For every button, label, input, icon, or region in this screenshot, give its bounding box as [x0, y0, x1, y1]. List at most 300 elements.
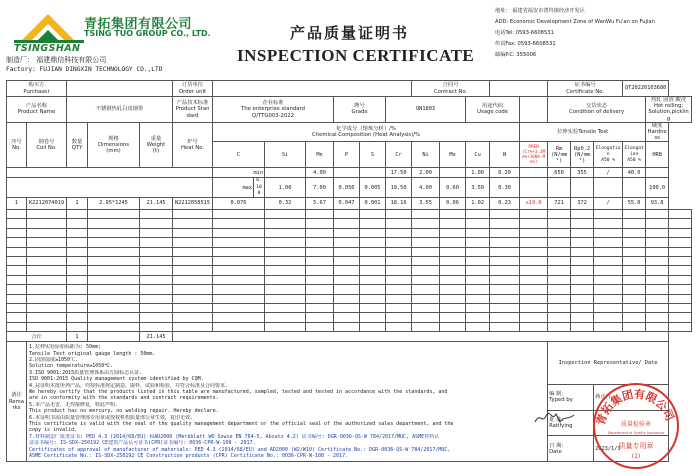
empty-cell — [646, 322, 669, 331]
elong1-label: Elongation A50 % — [594, 142, 623, 168]
empty-cell — [571, 210, 594, 219]
empty-cell — [623, 285, 646, 294]
empty-cell — [466, 294, 490, 303]
empty-cell — [520, 275, 548, 284]
dims-label: 规格 Dimensions (mm) — [88, 122, 140, 168]
empty-table-row — [7, 228, 692, 237]
empty-cell — [440, 228, 466, 237]
min-el2: 40.0 — [623, 168, 646, 178]
contract-value — [490, 81, 548, 97]
empty-cell — [594, 322, 623, 331]
empty-cell — [548, 294, 571, 303]
empty-cell — [334, 210, 360, 219]
max-hrb: 100.0 — [646, 178, 669, 198]
empty-cell — [623, 228, 646, 237]
empty-cell — [386, 294, 412, 303]
empty-cell — [27, 313, 67, 322]
empty-cell — [213, 303, 265, 312]
empty-cell — [571, 266, 594, 275]
empty-cell — [646, 228, 669, 237]
empty-cell — [412, 247, 440, 256]
empty-cell — [571, 247, 594, 256]
empty-cell — [67, 238, 88, 247]
empty-cell — [594, 247, 623, 256]
empty-cell — [520, 228, 548, 237]
empty-cell — [412, 322, 440, 331]
empty-cell — [7, 219, 27, 228]
empty-table-row — [7, 322, 692, 331]
empty-cell — [88, 238, 140, 247]
remark-line: Solution temperature≥1050℃. — [29, 363, 113, 370]
row-s: 0.001 — [360, 198, 386, 210]
empty-cell — [623, 238, 646, 247]
date-label: 日 期: Date — [548, 436, 594, 462]
row-coil: K2212074019 — [27, 198, 67, 210]
remark-line: 5.本产品无害，无焊接修复，特此声明. — [29, 401, 119, 408]
empty-cell — [334, 294, 360, 303]
row-el1: / — [594, 198, 623, 210]
empty-cell — [306, 238, 334, 247]
empty-cell — [213, 285, 265, 294]
empty-table-row — [7, 275, 692, 284]
empty-cell — [520, 313, 548, 322]
empty-cell — [27, 303, 67, 312]
empty-cell — [173, 313, 213, 322]
empty-cell — [594, 228, 623, 237]
hrb-label: HRB — [646, 142, 669, 168]
empty-cell — [669, 285, 692, 294]
row-mo: 0.06 — [440, 198, 466, 210]
remark-line: ASME Certificate No.: IS-SDX-250192 CE Construction products (CPR) Certificate No.: 0036-CPR-W-108 - 2017. — [29, 453, 349, 460]
empty-cell — [27, 247, 67, 256]
empty-cell — [466, 266, 490, 275]
empty-cell — [360, 210, 386, 219]
empty-cell — [548, 275, 571, 284]
empty-cell — [440, 322, 466, 331]
empty-cell — [386, 247, 412, 256]
empty-cell — [466, 238, 490, 247]
empty-cell — [88, 285, 140, 294]
row-ni: 3.55 — [412, 198, 440, 210]
empty-table-row — [7, 303, 692, 312]
empty-cell — [520, 285, 548, 294]
empty-cell — [265, 322, 306, 331]
empty-cell — [27, 228, 67, 237]
empty-cell — [88, 247, 140, 256]
empty-table-row — [7, 256, 692, 265]
empty-cell — [669, 219, 692, 228]
empty-cell — [646, 294, 669, 303]
empty-cell — [669, 303, 692, 312]
empty-cell — [360, 219, 386, 228]
heat-label: 炉号 Heat No. — [173, 122, 213, 168]
max-mn: 7.00 — [306, 178, 334, 198]
empty-cell — [466, 285, 490, 294]
empty-cell — [669, 294, 692, 303]
stamp-bottom-cn: 质量专用章 — [618, 442, 654, 450]
postcode: 邮编P.C: 355006 — [495, 52, 537, 58]
empty-cell — [306, 275, 334, 284]
empty-cell — [140, 256, 173, 265]
empty-cell — [88, 275, 140, 284]
order-unit-label: 订货单位 Order unit — [173, 81, 213, 97]
contact-block — [495, 6, 695, 61]
row-hrb: 93.8 — [646, 198, 669, 210]
empty-cell — [594, 303, 623, 312]
product-name-value: 不锈钢热轧白皮钢带 — [67, 97, 173, 123]
empty-cell — [520, 294, 548, 303]
row-weight: 21.145 — [140, 198, 173, 210]
empty-cell — [265, 210, 306, 219]
max-cu: 3.50 — [466, 178, 490, 198]
empty-cell — [306, 285, 334, 294]
empty-table-row — [7, 266, 692, 275]
empty-table-row — [7, 219, 692, 228]
empty-cell — [386, 228, 412, 237]
empty-cell — [669, 247, 692, 256]
empty-cell — [88, 322, 140, 331]
empty-cell — [67, 275, 88, 284]
purchaser-label: 购买方 Purchaser — [7, 81, 67, 97]
empty-cell — [173, 247, 213, 256]
empty-cell — [213, 256, 265, 265]
empty-table-row — [7, 313, 692, 322]
empty-cell — [306, 247, 334, 256]
empty-cell — [265, 228, 306, 237]
coil-label: 钢卷号 Coil No. — [27, 122, 67, 168]
empty-cell — [440, 219, 466, 228]
empty-cell — [669, 238, 692, 247]
empty-cell — [440, 256, 466, 265]
min-rp: 355 — [571, 168, 594, 178]
elong2-label: Elongation A50 % — [623, 142, 646, 168]
standard-value: 企业标准 The enterprise standard Q/TTG003-2022 — [213, 97, 334, 123]
max-si: 1.00 — [265, 178, 306, 198]
empty-cell — [173, 303, 213, 312]
certificate-header — [0, 0, 695, 78]
empty-cell — [7, 275, 27, 284]
stamp-center-en: Department of Quality Assurance — [607, 431, 665, 435]
empty-cell — [88, 294, 140, 303]
max-n: 0.30 — [490, 178, 520, 198]
min-pren — [520, 168, 548, 178]
empty-cell — [173, 228, 213, 237]
brand-name-cn: 青拓集团有限公司 — [84, 17, 193, 32]
empty-cell — [213, 322, 265, 331]
empty-cell — [27, 285, 67, 294]
element-ni: Ni — [412, 142, 440, 168]
empty-cell — [520, 238, 548, 247]
empty-cell — [623, 210, 646, 219]
empty-cell — [386, 210, 412, 219]
empty-cell — [490, 238, 520, 247]
blank-min — [7, 168, 213, 178]
quality-seal-icon — [590, 380, 682, 472]
remark-line: 7.材料制造厂批准证书: PED 4.3 (2014/68/EU) 和AD2000 (Merkblatt WO Sowie EN 764-5, Absatz 4.2) 证书编号: DGR-0036-QS-W 784/2017/MUC, ASME材料认 — [29, 433, 440, 440]
empty-cell — [386, 256, 412, 265]
min-n: 0.20 — [490, 168, 520, 178]
empty-cell — [490, 210, 520, 219]
max-ni: 4.00 — [412, 178, 440, 198]
empty-cell — [67, 303, 88, 312]
empty-cell — [306, 219, 334, 228]
empty-cell — [265, 238, 306, 247]
remark-line: 证证书编号: IS-SDX-250192 CE建筑产品认可证书(CPR)证书编号: 0036-CPR-W-108 - 2017. — [29, 440, 256, 447]
product-name-label: 产品名称 Product Name — [7, 97, 67, 123]
empty-cell — [27, 219, 67, 228]
empty-cell — [173, 219, 213, 228]
empty-cell — [88, 219, 140, 228]
empty-cell — [173, 275, 213, 284]
empty-cell — [466, 275, 490, 284]
empty-cell — [360, 294, 386, 303]
ratify-label: 批 准: Ratifying — [548, 410, 594, 436]
empty-cell — [306, 210, 334, 219]
stamp-ring-text: 青拓集团有限公司 — [594, 387, 677, 427]
empty-cell — [646, 247, 669, 256]
empty-cell — [594, 219, 623, 228]
empty-cell — [213, 247, 265, 256]
min-p — [334, 168, 360, 178]
empty-cell — [412, 210, 440, 219]
empty-cell — [571, 256, 594, 265]
empty-cell — [466, 313, 490, 322]
empty-cell — [490, 294, 520, 303]
empty-cell — [140, 210, 173, 219]
empty-cell — [490, 219, 520, 228]
max-p: 0.050 — [334, 178, 360, 198]
empty-cell — [594, 294, 623, 303]
hardness-label: 硬度 Hardness — [647, 122, 667, 142]
blank-max — [7, 178, 213, 198]
empty-cell — [520, 266, 548, 275]
empty-cell — [67, 210, 88, 219]
empty-cell — [466, 210, 490, 219]
stamp-bottom-no: (1) — [631, 453, 641, 460]
empty-cell — [27, 294, 67, 303]
empty-cell — [386, 275, 412, 284]
element-cr: Cr — [386, 142, 412, 168]
empty-cell — [646, 266, 669, 275]
max-el1 — [594, 178, 623, 198]
row-rm: 721 — [548, 198, 571, 210]
usage-label: 用途代码 Usage code — [466, 97, 520, 123]
empty-table-row — [7, 247, 692, 256]
row-c: 0.076 — [213, 198, 265, 210]
empty-cell — [548, 238, 571, 247]
empty-cell — [360, 303, 386, 312]
empty-cell — [646, 219, 669, 228]
empty-cell — [520, 303, 548, 312]
empty-cell — [213, 219, 265, 228]
empty-cell — [334, 275, 360, 284]
empty-cell — [140, 303, 173, 312]
remark-line: 1.拉伸实验原始标距为: 50mm; — [29, 344, 102, 351]
row-si: 0.32 — [265, 198, 306, 210]
empty-cell — [412, 228, 440, 237]
empty-cell — [669, 322, 692, 331]
empty-cell — [386, 219, 412, 228]
empty-cell — [265, 285, 306, 294]
empty-cell — [490, 285, 520, 294]
empty-cell — [412, 313, 440, 322]
row-p: 0.047 — [334, 198, 360, 210]
empty-cell — [623, 219, 646, 228]
empty-cell — [334, 228, 360, 237]
empty-cell — [520, 256, 548, 265]
remark-line: ISO 9001:2015 Quality management system identified by CQM. — [29, 376, 204, 383]
empty-cell — [548, 285, 571, 294]
empty-cell — [594, 266, 623, 275]
rp-label: Rp0.2 (N/mm²) — [571, 142, 594, 168]
empty-table-row — [7, 238, 692, 247]
cert-no-label: 证书编号 Certificate No. — [548, 81, 623, 97]
row-heat: N2212058515 — [173, 198, 213, 210]
empty-cell — [334, 256, 360, 265]
max-cr: 19.50 — [386, 178, 412, 198]
empty-cell — [265, 219, 306, 228]
empty-cell — [306, 303, 334, 312]
empty-cell — [386, 313, 412, 322]
row-cu: 1.02 — [466, 198, 490, 210]
empty-cell — [669, 313, 692, 322]
empty-cell — [548, 210, 571, 219]
empty-cell — [173, 210, 213, 219]
empty-cell — [360, 256, 386, 265]
max-pren — [520, 178, 548, 198]
empty-cell — [571, 238, 594, 247]
empty-cell — [466, 228, 490, 237]
empty-cell — [386, 238, 412, 247]
signature-icon — [532, 410, 577, 426]
min-ni: 2.00 — [412, 168, 440, 178]
max-el2 — [623, 178, 646, 198]
empty-cell — [7, 247, 27, 256]
min-hrb — [646, 168, 669, 178]
empty-table-row — [7, 294, 692, 303]
empty-cell — [265, 266, 306, 275]
grade-label: 牌号 Grade — [334, 97, 386, 123]
empty-cell — [173, 256, 213, 265]
empty-cell — [7, 266, 27, 275]
empty-table-row — [7, 210, 692, 219]
empty-cell — [88, 256, 140, 265]
row-cr: 18.16 — [386, 198, 412, 210]
empty-cell — [7, 322, 27, 331]
empty-cell — [140, 294, 173, 303]
remark-line: are in conformity with the standards and contract requirements. — [29, 395, 219, 402]
empty-cell — [466, 303, 490, 312]
empty-cell — [334, 219, 360, 228]
min-mn: 4.00 — [306, 168, 334, 178]
row-qty: 1 — [67, 198, 88, 210]
empty-cell — [360, 228, 386, 237]
empty-cell — [67, 322, 88, 331]
empty-cell — [213, 313, 265, 322]
row-no: 1 — [7, 198, 27, 210]
empty-cell — [594, 256, 623, 265]
element-n: N — [490, 142, 520, 168]
delivery-label: 交货状态 Condition of delivery — [548, 97, 646, 123]
empty-cell — [594, 275, 623, 284]
empty-cell — [140, 228, 173, 237]
empty-cell — [440, 313, 466, 322]
empty-cell — [67, 219, 88, 228]
empty-cell — [669, 256, 692, 265]
empty-cell — [7, 294, 27, 303]
remark-line: copy is invalid. — [29, 427, 78, 434]
empty-cell — [173, 294, 213, 303]
empty-cell — [67, 256, 88, 265]
empty-cell — [490, 303, 520, 312]
table-row — [7, 198, 692, 210]
row-rp: 372 — [571, 198, 594, 210]
remark-line: We hereby certify that the products listed in this table are manufactured, sampled, tested and tested in accordance with the standards, and — [29, 388, 448, 395]
element-c: C — [213, 142, 265, 168]
row-dims: 2.95*1245 — [88, 198, 140, 210]
empty-cell — [548, 228, 571, 237]
empty-cell — [306, 228, 334, 237]
remark-line: 2.固溶温度≥1050℃. — [29, 356, 79, 363]
remark-line: This certificate is valid with the seal of the quality management department or the official seal of the authorized sales department, and the — [29, 420, 454, 427]
empty-cell — [386, 322, 412, 331]
empty-cell — [265, 256, 306, 265]
empty-cell — [213, 238, 265, 247]
empty-cell — [88, 313, 140, 322]
empty-cell — [140, 219, 173, 228]
empty-cell — [440, 210, 466, 219]
empty-cell — [67, 285, 88, 294]
element-s: S — [360, 142, 386, 168]
remarks-text — [27, 342, 548, 462]
seq-label: 序号 No. — [7, 122, 27, 168]
rm-label: Rm (N/mm²) — [548, 142, 571, 168]
empty-cell — [594, 238, 623, 247]
empty-cell — [412, 238, 440, 247]
row-n: 0.23 — [490, 198, 520, 210]
remark-line: This product has no mercury, no welding repair. Hereby declare. — [29, 408, 219, 415]
telephone: 电话Tel: 0593-6608531 — [495, 30, 554, 36]
total-dims — [88, 332, 140, 342]
row-el2: 55.0 — [623, 198, 646, 210]
empty-cell — [213, 228, 265, 237]
empty-cell — [360, 247, 386, 256]
min-cu: 1.00 — [466, 168, 490, 178]
remark-line: Tensile Test original gauge length : 50mm. — [29, 350, 156, 357]
empty-cell — [571, 219, 594, 228]
empty-cell — [334, 322, 360, 331]
empty-cell — [360, 266, 386, 275]
empty-cell — [623, 313, 646, 322]
empty-cell — [571, 285, 594, 294]
empty-cell — [173, 322, 213, 331]
empty-cell — [466, 219, 490, 228]
empty-cell — [646, 285, 669, 294]
empty-cell — [140, 322, 173, 331]
certificate-title-en: INSPECTION CERTIFICATE — [237, 46, 475, 65]
empty-cell — [440, 285, 466, 294]
standard-label: 产品技术标准 Product Standard — [173, 97, 213, 123]
empty-cell — [412, 256, 440, 265]
empty-cell — [360, 275, 386, 284]
empty-cell — [412, 303, 440, 312]
remark-line: Certificates of approval of manufacturer of materials: PED 4.3 (2014/68/EU) and AD2000 (W2/W10) Certificate No.: DGR-0036-QS-W 784/2017/MUC, — [29, 446, 451, 453]
empty-cell — [466, 256, 490, 265]
order-unit-value — [213, 81, 412, 97]
empty-cell — [440, 238, 466, 247]
empty-cell — [173, 238, 213, 247]
empty-cell — [27, 238, 67, 247]
